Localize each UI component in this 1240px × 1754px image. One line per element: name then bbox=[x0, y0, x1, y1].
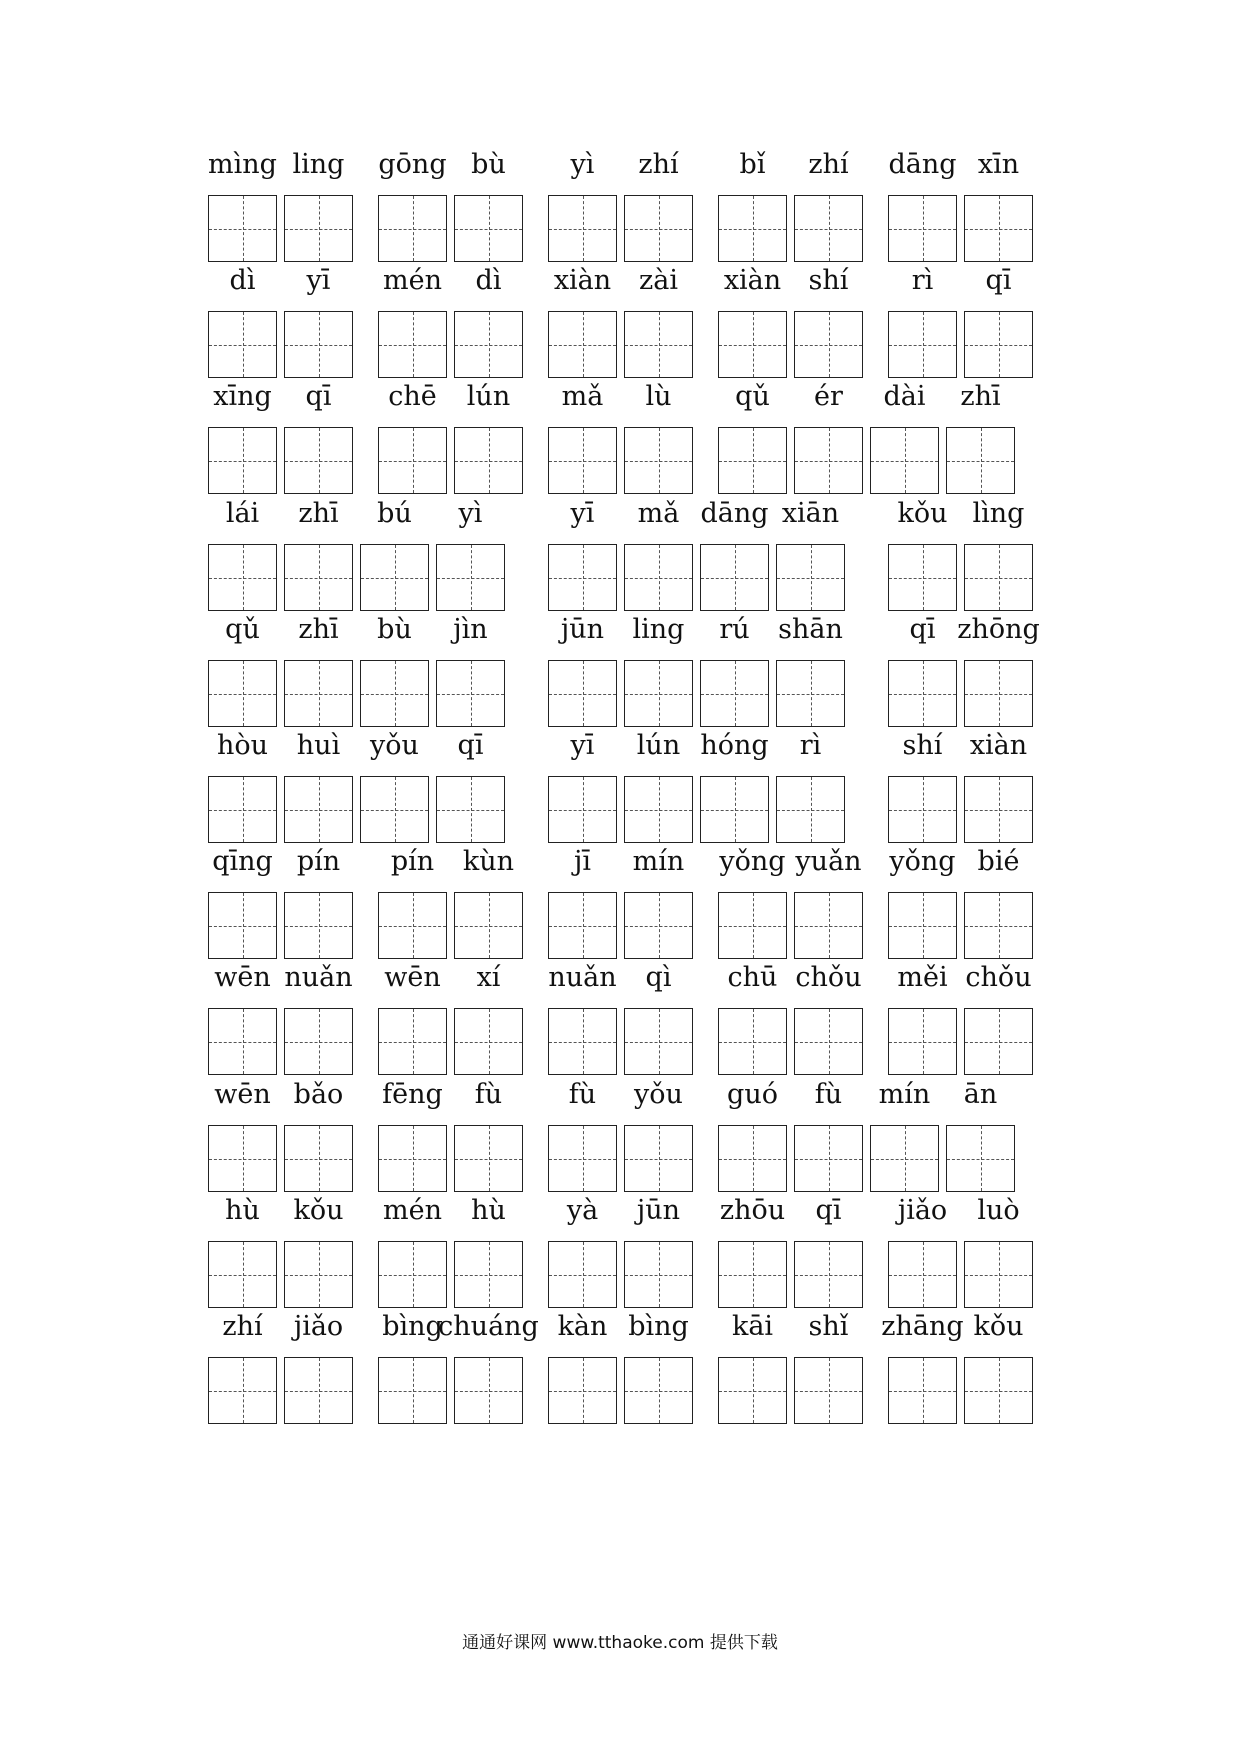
character-writing-box[interactable] bbox=[718, 1241, 787, 1308]
character-writing-box[interactable] bbox=[284, 1241, 353, 1308]
character-writing-box[interactable] bbox=[776, 544, 845, 611]
writing-box-group bbox=[378, 1008, 523, 1075]
pinyin-label: yì bbox=[570, 149, 595, 180]
character-writing-box[interactable] bbox=[454, 1125, 523, 1192]
writing-box-group bbox=[378, 892, 523, 959]
pinyin-label: dì bbox=[229, 265, 256, 296]
pinyin-label: ér bbox=[814, 381, 843, 412]
character-writing-box[interactable] bbox=[548, 1357, 617, 1424]
character-writing-box[interactable] bbox=[208, 1357, 277, 1424]
pinyin-label: mín bbox=[878, 1079, 931, 1110]
character-writing-box[interactable] bbox=[548, 544, 617, 611]
pinyin-label: qī bbox=[985, 265, 1012, 296]
writing-box-group bbox=[208, 892, 353, 959]
character-writing-box[interactable] bbox=[888, 776, 957, 843]
character-writing-box[interactable] bbox=[454, 195, 523, 262]
writing-box-group bbox=[718, 311, 863, 378]
character-writing-box[interactable] bbox=[718, 1008, 787, 1075]
character-writing-box[interactable] bbox=[718, 892, 787, 959]
pinyin-label: zhī bbox=[960, 381, 1001, 412]
character-writing-box[interactable] bbox=[284, 311, 353, 378]
character-writing-box[interactable] bbox=[208, 427, 277, 494]
pinyin-label: chǒu bbox=[965, 962, 1032, 993]
character-writing-box[interactable] bbox=[888, 544, 957, 611]
character-writing-box[interactable] bbox=[378, 892, 447, 959]
pinyin-label: shǐ bbox=[808, 1311, 849, 1342]
character-writing-box[interactable] bbox=[776, 776, 845, 843]
pinyin-label: dāng bbox=[888, 149, 957, 180]
character-writing-box[interactable] bbox=[548, 427, 617, 494]
character-writing-box[interactable] bbox=[888, 1357, 957, 1424]
pinyin-label: ān bbox=[963, 1079, 998, 1110]
pinyin-label: yǒng bbox=[889, 846, 956, 877]
pinyin-label: chē bbox=[388, 381, 437, 412]
character-writing-box[interactable] bbox=[548, 1125, 617, 1192]
character-writing-box[interactable] bbox=[284, 892, 353, 959]
pinyin-label: hù bbox=[225, 1195, 260, 1226]
pinyin-label: jī bbox=[573, 846, 592, 877]
character-writing-box[interactable] bbox=[360, 660, 429, 727]
writing-box-group bbox=[378, 311, 523, 378]
pinyin-row bbox=[0, 1191, 1240, 1321]
writing-box-group bbox=[718, 892, 863, 959]
character-writing-box[interactable] bbox=[208, 892, 277, 959]
writing-box-group bbox=[208, 544, 505, 611]
character-writing-box[interactable] bbox=[624, 1357, 693, 1424]
character-writing-box[interactable] bbox=[548, 1241, 617, 1308]
character-writing-box[interactable] bbox=[548, 892, 617, 959]
pinyin-label: lún bbox=[466, 381, 511, 412]
pinyin-label: bǎo bbox=[293, 1079, 344, 1110]
pinyin-label: yī bbox=[570, 730, 595, 761]
character-writing-box[interactable] bbox=[378, 311, 447, 378]
character-writing-box[interactable] bbox=[888, 1241, 957, 1308]
pinyin-label: bù bbox=[377, 614, 412, 645]
pinyin-label: lìng bbox=[972, 498, 1025, 529]
pinyin-label: yǒu bbox=[370, 730, 419, 761]
writing-box-group bbox=[208, 1241, 353, 1308]
pinyin-label: dāng bbox=[700, 498, 769, 529]
character-writing-box[interactable] bbox=[718, 1125, 787, 1192]
pinyin-label: jiǎo bbox=[293, 1311, 344, 1342]
character-writing-box[interactable] bbox=[624, 1241, 693, 1308]
pinyin-label: kǒu bbox=[293, 1195, 344, 1226]
pinyin-label: bú bbox=[377, 498, 412, 529]
character-writing-box[interactable] bbox=[794, 1357, 863, 1424]
pinyin-label: ling bbox=[292, 149, 345, 180]
writing-box-group bbox=[888, 195, 1033, 262]
pinyin-label: qǔ bbox=[225, 614, 260, 645]
character-writing-box[interactable] bbox=[964, 544, 1033, 611]
character-writing-box[interactable] bbox=[888, 1008, 957, 1075]
character-writing-box[interactable] bbox=[548, 776, 617, 843]
character-writing-box[interactable] bbox=[870, 427, 939, 494]
pinyin-row bbox=[0, 145, 1240, 275]
writing-box-group bbox=[888, 544, 1033, 611]
pinyin-label: pín bbox=[390, 846, 435, 877]
pinyin-label: ling bbox=[632, 614, 685, 645]
pinyin-label: xiàn bbox=[723, 265, 782, 296]
pinyin-label: kùn bbox=[462, 846, 515, 877]
writing-box-group bbox=[718, 1008, 863, 1075]
pinyin-label: zhāng bbox=[881, 1311, 964, 1342]
character-writing-box[interactable] bbox=[436, 544, 505, 611]
character-writing-box[interactable] bbox=[794, 427, 863, 494]
character-writing-box[interactable] bbox=[888, 311, 957, 378]
pinyin-label: fù bbox=[568, 1079, 597, 1110]
writing-box-group bbox=[718, 195, 863, 262]
pinyin-label: yǒu bbox=[634, 1079, 683, 1110]
pinyin-label: shí bbox=[902, 730, 943, 761]
writing-box-group bbox=[548, 660, 845, 727]
pinyin-label: guó bbox=[727, 1079, 778, 1110]
pinyin-label: qì bbox=[645, 962, 672, 993]
character-writing-box[interactable] bbox=[378, 195, 447, 262]
pinyin-label: zhōu bbox=[719, 1195, 786, 1226]
writing-box-group bbox=[548, 1241, 693, 1308]
pinyin-label: luò bbox=[977, 1195, 1020, 1226]
pinyin-label: wēn bbox=[214, 962, 271, 993]
pinyin-label: wēn bbox=[384, 962, 441, 993]
pinyin-label: bìng bbox=[382, 1311, 443, 1342]
pinyin-label: qǔ bbox=[735, 381, 770, 412]
pinyin-label: zhí bbox=[808, 149, 849, 180]
character-writing-box[interactable] bbox=[624, 1125, 693, 1192]
pinyin-label: zhī bbox=[298, 498, 339, 529]
pinyin-label: yà bbox=[566, 1195, 599, 1226]
pinyin-label: xiān bbox=[781, 498, 840, 529]
pinyin-label: wēn bbox=[214, 1079, 271, 1110]
pinyin-label: dì bbox=[475, 265, 502, 296]
pinyin-label: hòu bbox=[216, 730, 269, 761]
pinyin-label: kǒu bbox=[897, 498, 948, 529]
pinyin-label: jūn bbox=[560, 614, 605, 645]
character-writing-box[interactable] bbox=[284, 1357, 353, 1424]
pinyin-label: zhí bbox=[222, 1311, 263, 1342]
writing-box-group bbox=[718, 1357, 863, 1424]
writing-box-group bbox=[548, 311, 693, 378]
pinyin-label: nuǎn bbox=[284, 962, 353, 993]
character-writing-box[interactable] bbox=[624, 311, 693, 378]
pinyin-label: rì bbox=[799, 730, 822, 761]
character-writing-box[interactable] bbox=[378, 1008, 447, 1075]
writing-box-group bbox=[548, 1008, 693, 1075]
writing-box-group bbox=[208, 427, 353, 494]
writing-box-group bbox=[548, 544, 845, 611]
character-writing-box[interactable] bbox=[794, 1125, 863, 1192]
character-writing-box[interactable] bbox=[208, 544, 277, 611]
pinyin-label: mìng bbox=[208, 149, 277, 180]
pinyin-row bbox=[0, 610, 1240, 740]
character-writing-box[interactable] bbox=[208, 776, 277, 843]
character-writing-box[interactable] bbox=[548, 660, 617, 727]
character-writing-box[interactable] bbox=[700, 776, 769, 843]
pinyin-label: pín bbox=[296, 846, 341, 877]
pinyin-label: hù bbox=[471, 1195, 506, 1226]
pinyin-label: hóng bbox=[700, 730, 769, 761]
character-writing-box[interactable] bbox=[548, 1008, 617, 1075]
character-writing-box[interactable] bbox=[964, 311, 1033, 378]
pinyin-label: kǒu bbox=[973, 1311, 1024, 1342]
character-writing-box[interactable] bbox=[888, 660, 957, 727]
character-writing-box[interactable] bbox=[624, 427, 693, 494]
character-writing-box[interactable] bbox=[284, 1125, 353, 1192]
writing-box-group bbox=[888, 1008, 1033, 1075]
pinyin-label: nuǎn bbox=[548, 962, 617, 993]
character-writing-box[interactable] bbox=[718, 1357, 787, 1424]
character-writing-box[interactable] bbox=[794, 311, 863, 378]
character-writing-box[interactable] bbox=[378, 1241, 447, 1308]
pinyin-row bbox=[0, 958, 1240, 1088]
pinyin-row bbox=[0, 261, 1240, 391]
pinyin-label: shān bbox=[778, 614, 843, 645]
character-writing-box[interactable] bbox=[360, 544, 429, 611]
writing-box-group bbox=[208, 1008, 353, 1075]
character-writing-box[interactable] bbox=[870, 1125, 939, 1192]
character-writing-box[interactable] bbox=[964, 660, 1033, 727]
character-writing-box[interactable] bbox=[436, 660, 505, 727]
pinyin-label: fēng bbox=[382, 1079, 443, 1110]
writing-box-group bbox=[548, 1357, 693, 1424]
pinyin-label: mǎ bbox=[637, 498, 680, 529]
character-writing-box[interactable] bbox=[964, 1357, 1033, 1424]
pinyin-label: bìng bbox=[628, 1311, 689, 1342]
writing-box-group bbox=[548, 892, 693, 959]
pinyin-label: fù bbox=[474, 1079, 503, 1110]
pinyin-label: chū bbox=[727, 962, 778, 993]
writing-box-group bbox=[548, 776, 845, 843]
pinyin-label: jūn bbox=[636, 1195, 681, 1226]
pinyin-label: huì bbox=[296, 730, 341, 761]
pinyin-label: dài bbox=[883, 381, 926, 412]
character-writing-box[interactable] bbox=[794, 1008, 863, 1075]
character-writing-box[interactable] bbox=[718, 195, 787, 262]
pinyin-label: bù bbox=[471, 149, 506, 180]
writing-box-group bbox=[208, 311, 353, 378]
character-writing-box[interactable] bbox=[624, 660, 693, 727]
character-writing-box[interactable] bbox=[624, 544, 693, 611]
pinyin-label: lún bbox=[636, 730, 681, 761]
pinyin-label: jiǎo bbox=[897, 1195, 948, 1226]
writing-box-group bbox=[718, 427, 1015, 494]
character-writing-box[interactable] bbox=[548, 195, 617, 262]
character-writing-box[interactable] bbox=[718, 427, 787, 494]
writing-box-group bbox=[208, 195, 353, 262]
pinyin-label: yī bbox=[570, 498, 595, 529]
pinyin-label: qīng bbox=[212, 846, 273, 877]
pinyin-label: zài bbox=[639, 265, 678, 296]
writing-box-group bbox=[888, 776, 1033, 843]
character-writing-box[interactable] bbox=[378, 427, 447, 494]
writing-box-group bbox=[888, 892, 1033, 959]
writing-box-group bbox=[378, 1357, 523, 1424]
character-writing-box[interactable] bbox=[454, 1241, 523, 1308]
pinyin-label: qī bbox=[815, 1195, 842, 1226]
pinyin-label: xīng bbox=[213, 381, 272, 412]
writing-box-group bbox=[378, 1125, 523, 1192]
character-writing-box[interactable] bbox=[964, 776, 1033, 843]
character-writing-box[interactable] bbox=[888, 195, 957, 262]
writing-box-group bbox=[208, 776, 505, 843]
writing-box-group bbox=[888, 311, 1033, 378]
pinyin-label: bié bbox=[977, 846, 1020, 877]
pinyin-label: yī bbox=[306, 265, 331, 296]
pinyin-label: lái bbox=[225, 498, 260, 529]
pinyin-label: qī bbox=[457, 730, 484, 761]
character-writing-box[interactable] bbox=[794, 1241, 863, 1308]
character-writing-box[interactable] bbox=[454, 1357, 523, 1424]
pinyin-label: kāi bbox=[731, 1311, 774, 1342]
pinyin-label: xí bbox=[476, 962, 501, 993]
pinyin-label: zhí bbox=[638, 149, 679, 180]
writing-box-group bbox=[548, 427, 693, 494]
pinyin-label: xiàn bbox=[553, 265, 612, 296]
character-writing-box[interactable] bbox=[700, 544, 769, 611]
character-writing-box[interactable] bbox=[964, 1008, 1033, 1075]
character-writing-box[interactable] bbox=[284, 660, 353, 727]
pinyin-label: chǒu bbox=[795, 962, 862, 993]
pinyin-label: rì bbox=[911, 265, 934, 296]
character-writing-box[interactable] bbox=[548, 311, 617, 378]
pinyin-row bbox=[0, 1307, 1240, 1437]
character-writing-box[interactable] bbox=[794, 892, 863, 959]
pinyin-label: rú bbox=[719, 614, 750, 645]
pinyin-label: mén bbox=[383, 265, 442, 296]
writing-box-group bbox=[208, 1125, 353, 1192]
character-writing-box[interactable] bbox=[946, 1125, 1015, 1192]
character-writing-box[interactable] bbox=[208, 660, 277, 727]
character-writing-box[interactable] bbox=[946, 427, 1015, 494]
pinyin-label: fù bbox=[814, 1079, 843, 1110]
writing-box-group bbox=[888, 660, 1033, 727]
character-writing-box[interactable] bbox=[718, 311, 787, 378]
pinyin-label: mín bbox=[632, 846, 685, 877]
pinyin-row bbox=[0, 494, 1240, 624]
pinyin-label: yì bbox=[458, 498, 483, 529]
pinyin-label: měi bbox=[897, 962, 948, 993]
pinyin-label: bǐ bbox=[739, 149, 766, 180]
writing-box-group bbox=[718, 1241, 863, 1308]
character-writing-box[interactable] bbox=[624, 1008, 693, 1075]
pinyin-label: kàn bbox=[557, 1311, 608, 1342]
character-writing-box[interactable] bbox=[378, 1125, 447, 1192]
pinyin-label: zhī bbox=[298, 614, 339, 645]
pinyin-row bbox=[0, 726, 1240, 856]
character-writing-box[interactable] bbox=[360, 776, 429, 843]
pinyin-label: yǒng bbox=[719, 846, 786, 877]
character-writing-box[interactable] bbox=[208, 195, 277, 262]
character-writing-box[interactable] bbox=[208, 1241, 277, 1308]
pinyin-label: lù bbox=[645, 381, 672, 412]
character-writing-box[interactable] bbox=[624, 892, 693, 959]
character-writing-box[interactable] bbox=[624, 195, 693, 262]
pinyin-label: zhōng bbox=[957, 614, 1040, 645]
pinyin-label: xīn bbox=[977, 149, 1020, 180]
character-writing-box[interactable] bbox=[436, 776, 505, 843]
pinyin-row bbox=[0, 842, 1240, 972]
pinyin-label: shí bbox=[808, 265, 849, 296]
pinyin-row bbox=[0, 377, 1240, 507]
writing-box-group bbox=[378, 1241, 523, 1308]
pinyin-label: qī bbox=[909, 614, 936, 645]
writing-box-group bbox=[888, 1241, 1033, 1308]
writing-box-group bbox=[378, 195, 523, 262]
character-writing-box[interactable] bbox=[794, 195, 863, 262]
character-writing-box[interactable] bbox=[964, 195, 1033, 262]
pinyin-label: xiàn bbox=[969, 730, 1028, 761]
writing-box-group bbox=[548, 1125, 693, 1192]
pinyin-label: jìn bbox=[453, 614, 488, 645]
writing-box-group bbox=[888, 1357, 1033, 1424]
character-writing-box[interactable] bbox=[776, 660, 845, 727]
writing-box-group bbox=[548, 195, 693, 262]
character-writing-box[interactable] bbox=[454, 1008, 523, 1075]
writing-box-group bbox=[718, 1125, 1015, 1192]
character-writing-box[interactable] bbox=[284, 195, 353, 262]
character-writing-box[interactable] bbox=[964, 892, 1033, 959]
character-writing-box[interactable] bbox=[888, 892, 957, 959]
pinyin-label: gōng bbox=[378, 149, 447, 180]
character-writing-box[interactable] bbox=[624, 776, 693, 843]
character-writing-box[interactable] bbox=[454, 892, 523, 959]
character-writing-box[interactable] bbox=[208, 1125, 277, 1192]
character-writing-box[interactable] bbox=[284, 1008, 353, 1075]
pinyin-label: chuáng bbox=[438, 1311, 539, 1342]
footer-text: 通通好课网 www.tthaoke.com 提供下载 bbox=[462, 1633, 778, 1653]
character-writing-box[interactable] bbox=[208, 1008, 277, 1075]
character-writing-box[interactable] bbox=[378, 1357, 447, 1424]
character-writing-box[interactable] bbox=[454, 427, 523, 494]
character-writing-box[interactable] bbox=[284, 544, 353, 611]
pinyin-label: qī bbox=[305, 381, 332, 412]
pinyin-label: mén bbox=[383, 1195, 442, 1226]
writing-box-group bbox=[208, 1357, 353, 1424]
pinyin-row bbox=[0, 1075, 1240, 1205]
pinyin-label: mǎ bbox=[561, 381, 604, 412]
character-writing-box[interactable] bbox=[964, 1241, 1033, 1308]
character-writing-box[interactable] bbox=[284, 776, 353, 843]
character-writing-box[interactable] bbox=[700, 660, 769, 727]
writing-box-group bbox=[208, 660, 505, 727]
character-writing-box[interactable] bbox=[454, 311, 523, 378]
pinyin-label: yuǎn bbox=[795, 846, 862, 877]
writing-box-group bbox=[378, 427, 523, 494]
character-writing-box[interactable] bbox=[208, 311, 277, 378]
character-writing-box[interactable] bbox=[284, 427, 353, 494]
